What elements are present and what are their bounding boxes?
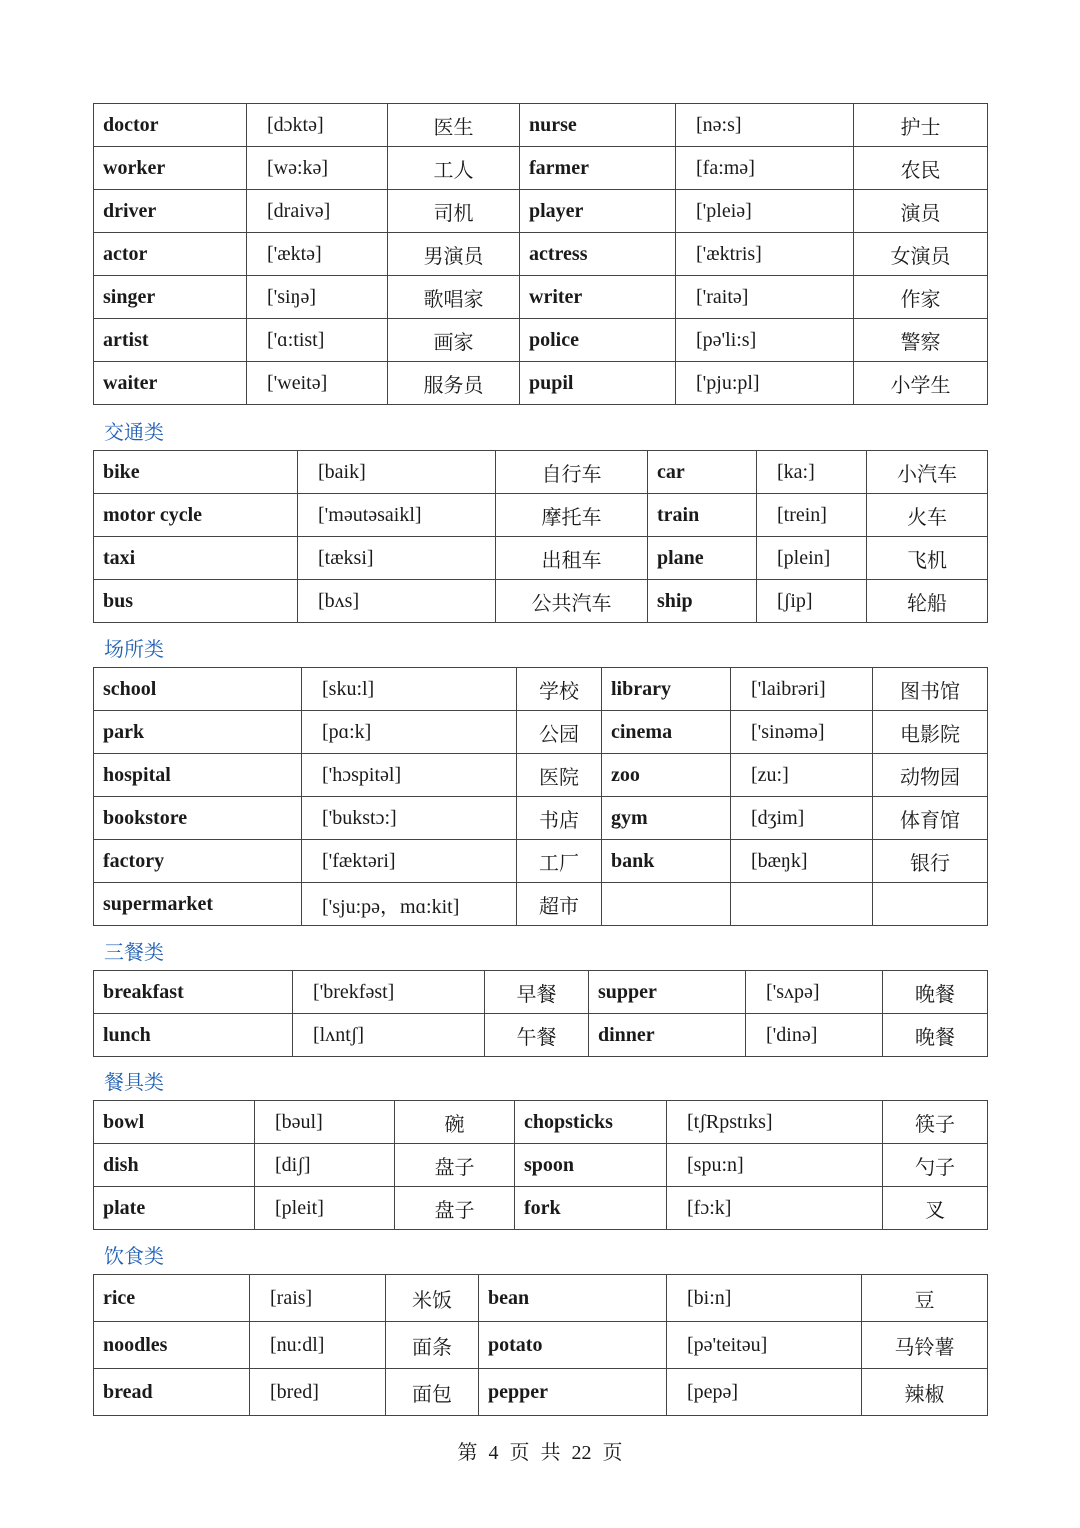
phonetic: ['sʌpə] xyxy=(746,971,883,1014)
table-row xyxy=(94,1369,988,1416)
chinese-meaning: 火车 xyxy=(867,494,988,537)
table-row xyxy=(94,362,988,405)
section-title-transport: 交通类 xyxy=(104,420,164,444)
chinese-meaning: 农民 xyxy=(854,147,988,190)
phonetic: ['hɔspitəl] xyxy=(302,754,517,797)
phonetic: [rais] xyxy=(250,1275,386,1322)
phonetic: [fa:mə] xyxy=(676,147,854,190)
english-word: train xyxy=(648,494,757,537)
phonetic: [trein] xyxy=(757,494,867,537)
phonetic: [ka:] xyxy=(757,451,867,494)
chinese-meaning: 演员 xyxy=(854,190,988,233)
phonetic: [bred] xyxy=(250,1369,386,1416)
table-meals xyxy=(93,970,988,1057)
english-word: noodles xyxy=(94,1322,250,1369)
phonetic: ['æktris] xyxy=(676,233,854,276)
chinese-meaning: 勺子 xyxy=(883,1144,988,1187)
table-row xyxy=(94,754,988,797)
english-word: supermarket xyxy=(94,883,302,926)
english-word: zoo xyxy=(602,754,731,797)
table-occupations xyxy=(93,103,988,405)
phonetic: ['æktə] xyxy=(247,233,388,276)
english-word: rice xyxy=(94,1275,250,1322)
chinese-meaning: 盘子 xyxy=(395,1144,515,1187)
english-word: chopsticks xyxy=(515,1101,667,1144)
phonetic: [pepə] xyxy=(667,1369,862,1416)
chinese-meaning: 学校 xyxy=(517,668,602,711)
phonetic: [bæŋk] xyxy=(731,840,873,883)
table-row xyxy=(94,1187,988,1230)
table-row xyxy=(94,1144,988,1187)
table-row xyxy=(94,1101,988,1144)
english-word: pupil xyxy=(520,362,676,405)
phonetic: [dɔktə] xyxy=(247,104,388,147)
english-word: spoon xyxy=(515,1144,667,1187)
chinese-meaning: 晚餐 xyxy=(883,971,988,1014)
chinese-meaning: 米饭 xyxy=(386,1275,479,1322)
chinese-meaning: 歌唱家 xyxy=(388,276,520,319)
english-word: dish xyxy=(94,1144,255,1187)
phonetic: [wə:kə] xyxy=(247,147,388,190)
chinese-meaning: 马铃薯 xyxy=(862,1322,988,1369)
english-word: factory xyxy=(94,840,302,883)
table-row xyxy=(94,233,988,276)
table-row xyxy=(94,797,988,840)
english-word: taxi xyxy=(94,537,298,580)
table-row xyxy=(94,580,988,623)
chinese-meaning: 工人 xyxy=(388,147,520,190)
english-word: bike xyxy=(94,451,298,494)
chinese-meaning: 警察 xyxy=(854,319,988,362)
english-word: bowl xyxy=(94,1101,255,1144)
english-word: dinner xyxy=(589,1014,746,1057)
phonetic: ['sinəmə] xyxy=(731,711,873,754)
chinese-meaning: 电影院 xyxy=(873,711,988,754)
phonetic: [sku:l] xyxy=(302,668,517,711)
phonetic: [plein] xyxy=(757,537,867,580)
chinese-meaning: 动物园 xyxy=(873,754,988,797)
chinese-meaning: 晚餐 xyxy=(883,1014,988,1057)
table-tableware xyxy=(93,1100,988,1230)
phonetic xyxy=(731,883,873,926)
phonetic: [lʌntʃ] xyxy=(293,1014,485,1057)
english-word: library xyxy=(602,668,731,711)
table-row xyxy=(94,711,988,754)
chinese-meaning: 银行 xyxy=(873,840,988,883)
phonetic: [dʒim] xyxy=(731,797,873,840)
phonetic: [tʃRpstɪks] xyxy=(667,1101,883,1144)
phonetic: [bi:n] xyxy=(667,1275,862,1322)
phonetic: [bʌs] xyxy=(298,580,496,623)
phonetic: [pə'li:s] xyxy=(676,319,854,362)
english-word: ship xyxy=(648,580,757,623)
page-footer: 第 4 页 共 22 页 xyxy=(457,1442,623,1464)
phonetic: [pə'teitəu] xyxy=(667,1322,862,1369)
phonetic: ['siŋə] xyxy=(247,276,388,319)
english-word: police xyxy=(520,319,676,362)
chinese-meaning: 护士 xyxy=(854,104,988,147)
phonetic: ['bukstɔ:] xyxy=(302,797,517,840)
table-row xyxy=(94,104,988,147)
table-food xyxy=(93,1274,988,1416)
chinese-meaning: 早餐 xyxy=(485,971,589,1014)
chinese-meaning: 体育馆 xyxy=(873,797,988,840)
phonetic: [baik] xyxy=(298,451,496,494)
table-row xyxy=(94,840,988,883)
english-word: school xyxy=(94,668,302,711)
chinese-meaning: 轮船 xyxy=(867,580,988,623)
table-places xyxy=(93,667,988,926)
phonetic: ['dinə] xyxy=(746,1014,883,1057)
chinese-meaning: 盘子 xyxy=(395,1187,515,1230)
english-word: supper xyxy=(589,971,746,1014)
english-word: actor xyxy=(94,233,247,276)
phonetic: [fɔ:k] xyxy=(667,1187,883,1230)
phonetic: [diʃ] xyxy=(255,1144,395,1187)
chinese-meaning: 医生 xyxy=(388,104,520,147)
english-word: bean xyxy=(479,1275,667,1322)
phonetic: [pleit] xyxy=(255,1187,395,1230)
phonetic: ['pju:pl] xyxy=(676,362,854,405)
chinese-meaning: 飞机 xyxy=(867,537,988,580)
phonetic: [tæksi] xyxy=(298,537,496,580)
english-word: waiter xyxy=(94,362,247,405)
phonetic: ['brekfəst] xyxy=(293,971,485,1014)
section-title-food: 饮食类 xyxy=(104,1244,164,1268)
chinese-meaning: 司机 xyxy=(388,190,520,233)
chinese-meaning: 自行车 xyxy=(496,451,648,494)
english-word: potato xyxy=(479,1322,667,1369)
english-word: motor cycle xyxy=(94,494,298,537)
phonetic: ['weitə] xyxy=(247,362,388,405)
chinese-meaning: 作家 xyxy=(854,276,988,319)
table-transport xyxy=(93,450,988,623)
chinese-meaning: 公园 xyxy=(517,711,602,754)
english-word: writer xyxy=(520,276,676,319)
chinese-meaning: 超市 xyxy=(517,883,602,926)
section-title-meals: 三餐类 xyxy=(104,940,164,964)
chinese-meaning: 面包 xyxy=(386,1369,479,1416)
english-word: bread xyxy=(94,1369,250,1416)
phonetic: ['sju:pə，mɑ:kit] xyxy=(302,883,517,926)
phonetic: ['ɑ:tist] xyxy=(247,319,388,362)
phonetic: [pɑ:k] xyxy=(302,711,517,754)
table-row xyxy=(94,319,988,362)
english-word: breakfast xyxy=(94,971,293,1014)
chinese-meaning: 男演员 xyxy=(388,233,520,276)
english-word: park xyxy=(94,711,302,754)
phonetic: ['məutəsaikl] xyxy=(298,494,496,537)
chinese-meaning xyxy=(873,883,988,926)
phonetic: [zu:] xyxy=(731,754,873,797)
english-word: bank xyxy=(602,840,731,883)
chinese-meaning: 画家 xyxy=(388,319,520,362)
english-word: worker xyxy=(94,147,247,190)
chinese-meaning: 辣椒 xyxy=(862,1369,988,1416)
english-word: gym xyxy=(602,797,731,840)
chinese-meaning: 小学生 xyxy=(854,362,988,405)
table-row xyxy=(94,494,988,537)
english-word: hospital xyxy=(94,754,302,797)
english-word: car xyxy=(648,451,757,494)
chinese-meaning: 筷子 xyxy=(883,1101,988,1144)
chinese-meaning: 服务员 xyxy=(388,362,520,405)
phonetic: [draivə] xyxy=(247,190,388,233)
chinese-meaning: 图书馆 xyxy=(873,668,988,711)
english-word: artist xyxy=(94,319,247,362)
english-word: bus xyxy=(94,580,298,623)
phonetic: ['laibrəri] xyxy=(731,668,873,711)
chinese-meaning: 面条 xyxy=(386,1322,479,1369)
english-word: driver xyxy=(94,190,247,233)
english-word: pepper xyxy=(479,1369,667,1416)
english-word: farmer xyxy=(520,147,676,190)
table-row xyxy=(94,1014,988,1057)
phonetic: [nu:dl] xyxy=(250,1322,386,1369)
english-word: fork xyxy=(515,1187,667,1230)
table-row xyxy=(94,668,988,711)
table-row xyxy=(94,276,988,319)
phonetic: [bəul] xyxy=(255,1101,395,1144)
chinese-meaning: 书店 xyxy=(517,797,602,840)
english-word xyxy=(602,883,731,926)
english-word: singer xyxy=(94,276,247,319)
section-title-tableware: 餐具类 xyxy=(104,1070,164,1094)
table-row xyxy=(94,1322,988,1369)
table-row xyxy=(94,1275,988,1322)
table-row xyxy=(94,883,988,926)
chinese-meaning: 碗 xyxy=(395,1101,515,1144)
phonetic: ['fæktəri] xyxy=(302,840,517,883)
english-word: cinema xyxy=(602,711,731,754)
table-row xyxy=(94,537,988,580)
chinese-meaning: 公共汽车 xyxy=(496,580,648,623)
phonetic: [ʃip] xyxy=(757,580,867,623)
english-word: plane xyxy=(648,537,757,580)
chinese-meaning: 摩托车 xyxy=(496,494,648,537)
table-row xyxy=(94,190,988,233)
table-row xyxy=(94,971,988,1014)
phonetic: [spu:n] xyxy=(667,1144,883,1187)
english-word: bookstore xyxy=(94,797,302,840)
chinese-meaning: 女演员 xyxy=(854,233,988,276)
english-word: nurse xyxy=(520,104,676,147)
chinese-meaning: 午餐 xyxy=(485,1014,589,1057)
chinese-meaning: 医院 xyxy=(517,754,602,797)
english-word: plate xyxy=(94,1187,255,1230)
english-word: lunch xyxy=(94,1014,293,1057)
chinese-meaning: 小汽车 xyxy=(867,451,988,494)
chinese-meaning: 叉 xyxy=(883,1187,988,1230)
phonetic: [nə:s] xyxy=(676,104,854,147)
phonetic: ['raitə] xyxy=(676,276,854,319)
table-row xyxy=(94,451,988,494)
phonetic: ['pleiə] xyxy=(676,190,854,233)
section-title-places: 场所类 xyxy=(104,637,164,661)
chinese-meaning: 豆 xyxy=(862,1275,988,1322)
english-word: player xyxy=(520,190,676,233)
english-word: doctor xyxy=(94,104,247,147)
english-word: actress xyxy=(520,233,676,276)
table-row xyxy=(94,147,988,190)
chinese-meaning: 工厂 xyxy=(517,840,602,883)
chinese-meaning: 出租车 xyxy=(496,537,648,580)
